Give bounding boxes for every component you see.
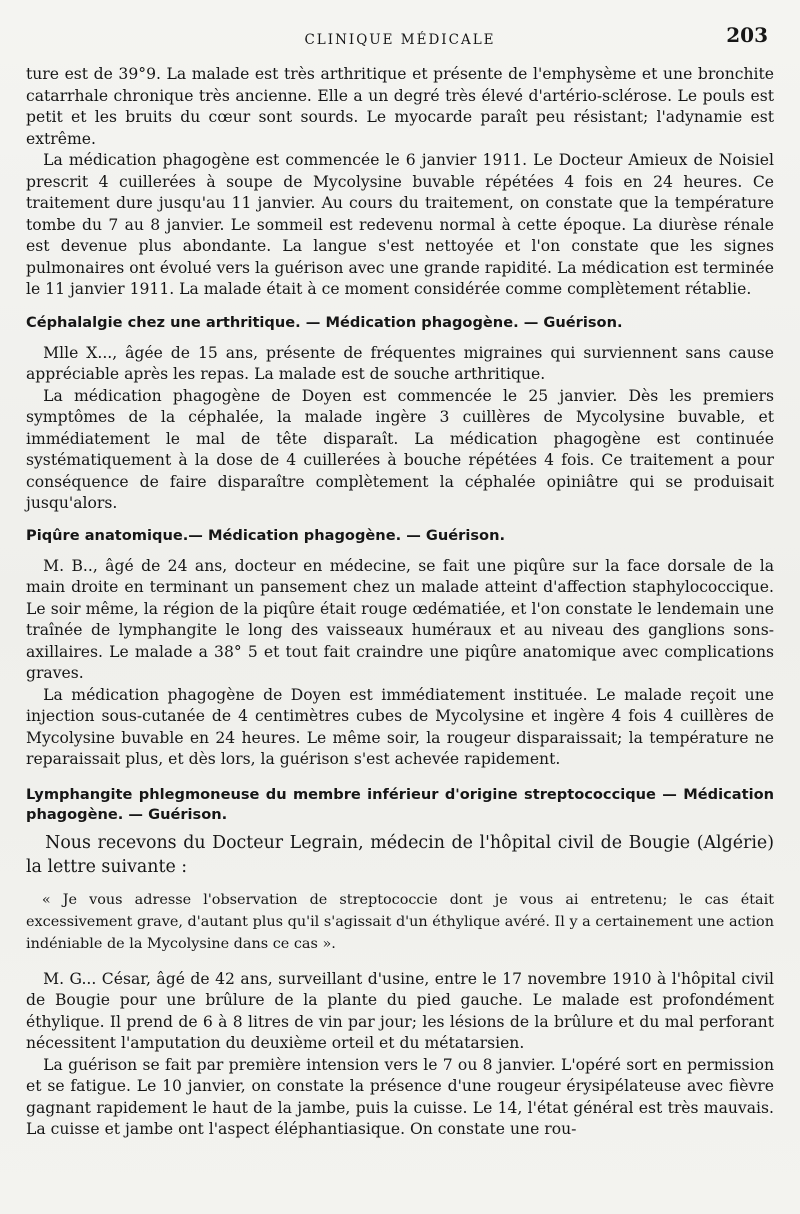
section-heading-anatomic-puncture: Piqûre anatomique.— Médication phagogène. — Guérison.	[26, 526, 505, 544]
paragraph-mlle-x: Mlle X..., âgée de 15 ans, présente de fréquentes migraines qui surviennent sans cause appréciable après les repas. La malade est de souche arthritique.	[26, 343, 774, 383]
paragraph-cephalalgia-treatment: La médication phagogène de Doyen est commencée le 25 janvier. Dès les premiers symptômes de la céphalée, la malade ingère 3 cuillères de Mycolysine buvable, et immédiatement le mal de tête disparaît. La médication phagogène est continuée systématiquement à la dose de 4 cuillerées à bouche répétées 4 fois. Ce traitement a pour conséquence de faire disparaître complètement la céphalée opiniâtre qui se produisait jusqu'alors.	[26, 386, 774, 512]
paragraph-mb-case: M. B.., âgé de 24 ans, docteur en médecine, se fait une piqûre sur la face dorsale de la main droite en terminant un pansement chez un malade atteint d'affection staphylococcique. Le soir même, la région de la piqûre était rouge œdématiée, et l'on constate le lendemain une traînée de lymphangite le long des vaisseaux huméraux et au niveau des ganglions sons-axillaires. Le malade a 38° 5 et tout fait craindre une piqûre anatomique avec complications graves.	[26, 556, 774, 682]
section-heading-cephalalgia: Céphalalgie chez une arthritique. — Médication phagogène. — Guérison.	[26, 313, 623, 331]
running-head	[30, 22, 770, 56]
paragraph-fever-continuation: ture est de 39°9. La malade est très arthritique et présente de l'emphysème et une bronchite catarrhale chronique très ancienne. Elle a un degré très élevé d'artério-sclérose. Le pouls est petit et les bruits du cœur sont sourds. Le myocarde paraît peu résistant; l'adynamie est extrême.	[26, 65, 774, 148]
paragraph-legrain-letter-intro: Nous recevons du Docteur Legrain, médecin de l'hôpital civil de Bougie (Algérie) la lettre suivante :	[26, 832, 774, 877]
running-head-title: CLINIQUE MÉDICALE	[304, 32, 496, 48]
article-body	[26, 64, 774, 1141]
page-number: 203	[726, 23, 768, 47]
section-heading-lymphangitis: Lymphangite phlegmoneuse du membre inférieur d'origine streptococcique — Médication phagogène. — Guérison.	[26, 785, 774, 823]
paragraph-mg-case: M. G... César, âgé de 42 ans, surveillant d'usine, entre le 17 novembre 1910 à l'hôpital civil de Bougie pour une brûlure de la plante du pied gauche. Le malade est profondément éthylique. Il prend de 6 à 8 litres de vin par jour; les lésions de la brûlure et du mal perforant nécessitent l'amputation du deuxième orteil et du métatarsien.	[26, 969, 774, 1052]
paragraph-treatment-recovery: La médication phagogène est commencée le 6 janvier 1911. Le Docteur Amieux de Noisiel prescrit 4 cuillerées à soupe de Mycolysine buvable répétées 4 fois en 24 heures. Ce traitement dure jusqu'au 11 janvier. Au cours du traitement, on constate que la température tombe du 7 au 8 janvier. Le sommeil est redevenu normal à cette époque. La diurèse rénale est devenue plus abondante. La langue s'est nettoyée et l'on constate que les signes pulmonaires ont évolué vers la guérison avec une grande rapidité. La médication est terminée le 11 janvier 1911. La malade était à ce moment considérée comme complètement rétablie.	[26, 151, 774, 298]
paragraph-mg-evolution: La guérison se fait par première intension vers le 7 ou 8 janvier. L'opéré sort en permission et se fatigue. Le 10 janvier, on constate la présence d'une rougeur érysipélateuse avec fièvre gagnant rapidement le haut de la jambe, puis la cuisse. Le 14, l'état général est très mauvais. La cuisse et jambe ont l'aspect éléphantiasique. On constate une rou-	[26, 1055, 774, 1138]
quoted-letter: « Je vous adresse l'observation de streptococcie dont je vous ai entretenu; le cas était excessivement grave, d'autant plus qu'il s'agissait d'un éthylique avéré. Il y a certainement une action indéniable de la Mycolysine dans ce cas ».	[26, 891, 774, 952]
paragraph-puncture-treatment: La médication phagogène de Doyen est immédiatement instituée. Le malade reçoit une injection sous-cutanée de 4 centimètres cubes de Mycolysine et ingère 4 fois 4 cuillères de Mycolysine buvable en 24 heures. Le même soir, la rougeur disparaissait; la température ne reparaissait plus, et dès lors, la guérison s'est achevée rapidement.	[26, 685, 774, 768]
